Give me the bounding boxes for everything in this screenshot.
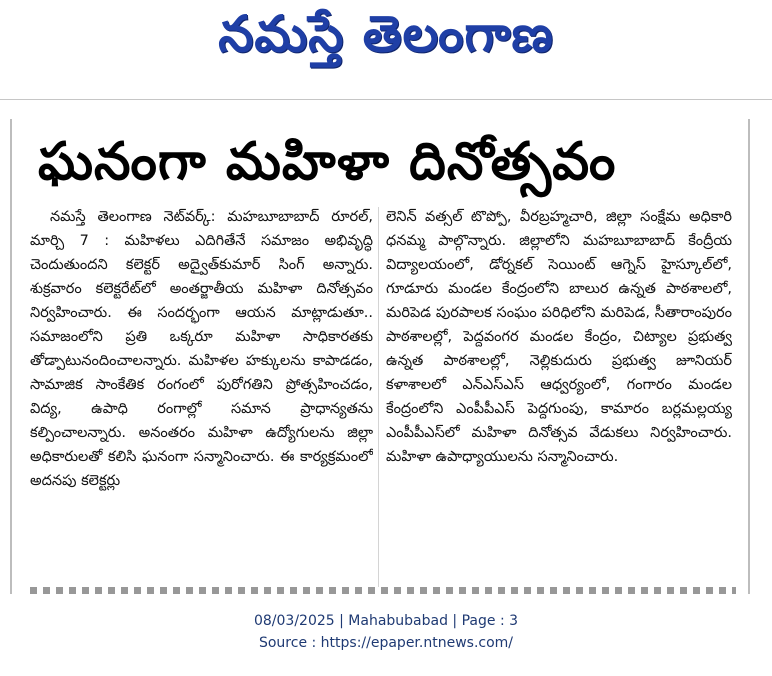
source-link[interactable]: Source : https://epaper.ntnews.com/ [258,635,514,651]
column-divider [378,207,379,587]
clipping-right-edge [748,119,750,594]
article-column-left: నమస్తే తెలంగాణ నెట్‌వర్క్‌: మహబూబాబాద్‌ రూరల్‌, మార్చి 7 : మహిళలు ఎదిగితేనే సమాజం అభివృద్ధి చెందుతుందని కలెక్టర్‌ అద్వైత్‌కుమార్‌ సింగ్‌ అన్నారు. శుక్రవారం కలెక్టరేట్‌లో అంతర్జాతీయ మహిళా దినోత్సవం నిర్వహించారు. ఈ సందర్భంగా ఆయన మాట్లాడుతూ.. సమాజంలోని ప్రతి ఒక్కరూ మహిళా సాధికారతకు తోడ్పాటునందించాలన్నారు. మహిళల హక్కులను కాపాడడం, సామాజిక సాంకేతిక రంగంలో పురోగతిని ప్రోత్సహించడం, విద్య, ఉపాధి రంగాల్లో సమాన ప్రాధాన్యతను కల్పించాలన్నారు. అనంతరం మహిళా ఉద్యోగులను జిల్లా అధికారులతో కలిసి ఘనంగా సన్మానించారు. ఈ కార్యక్రమంలో అదనపు కలెక్టర్లు [30,209,373,489]
article-headline: ఘనంగా మహిళా దినోత్సవం [38,132,617,192]
news-clipping [12,119,748,594]
edition-info: 08/03/2025 | Mahabubabad | Page : 3 [253,613,519,629]
article-column-right: లెనిన్‌ వత్సల్‌ టొప్పో, వీరబ్రహ్మచారి, జిల్లా సంక్షేమ అధికారి ధనమ్మ పాల్గొన్నారు. జిల్లాలోని మహబూబాబాద్‌ కేంద్రీయ విద్యాలయంలో, డోర్నకల్‌ సెయింట్‌ ఆగ్నెస్‌ హైస్కూల్‌లో, గూడూరు మండల కేంద్రంలోని బాలుర ఉన్నత పాఠశాలలో, మరిపెడ పురపాలక సంఘం పరిధిలోని మరిపెడ, సీతారాంపురం పాఠశాలల్లో, పెద్దవంగర మండల కేంద్రం, చిట్యాల ప్రభుత్వ ఉన్నత పాఠశాలల్లో, నెల్లికుదురు ప్రభుత్వ జూనియర్‌ కళాశాలలో ఎన్‌ఎస్‌ఎస్‌ ఆధ్వర్యంలో, గంగారం మండల కేంద్రంలోని ఎంపీపీఎస్‌ పెద్దగుంపు, కామారం బర్లమల్లయ్య ఎంపీపీఎస్‌లో మహిళా దినోత్సవ వేడుకలు నిర్వహించారు. మహిళా ఉపాధ్యాయులను సన్మానించారు. [386,209,732,465]
newspaper-logo: నమస్తే తెలంగాణ [218,4,554,63]
clipping-footer [0,610,772,654]
masthead [0,0,772,80]
header-divider [0,99,772,100]
cut-off-next-article-text [30,587,736,594]
